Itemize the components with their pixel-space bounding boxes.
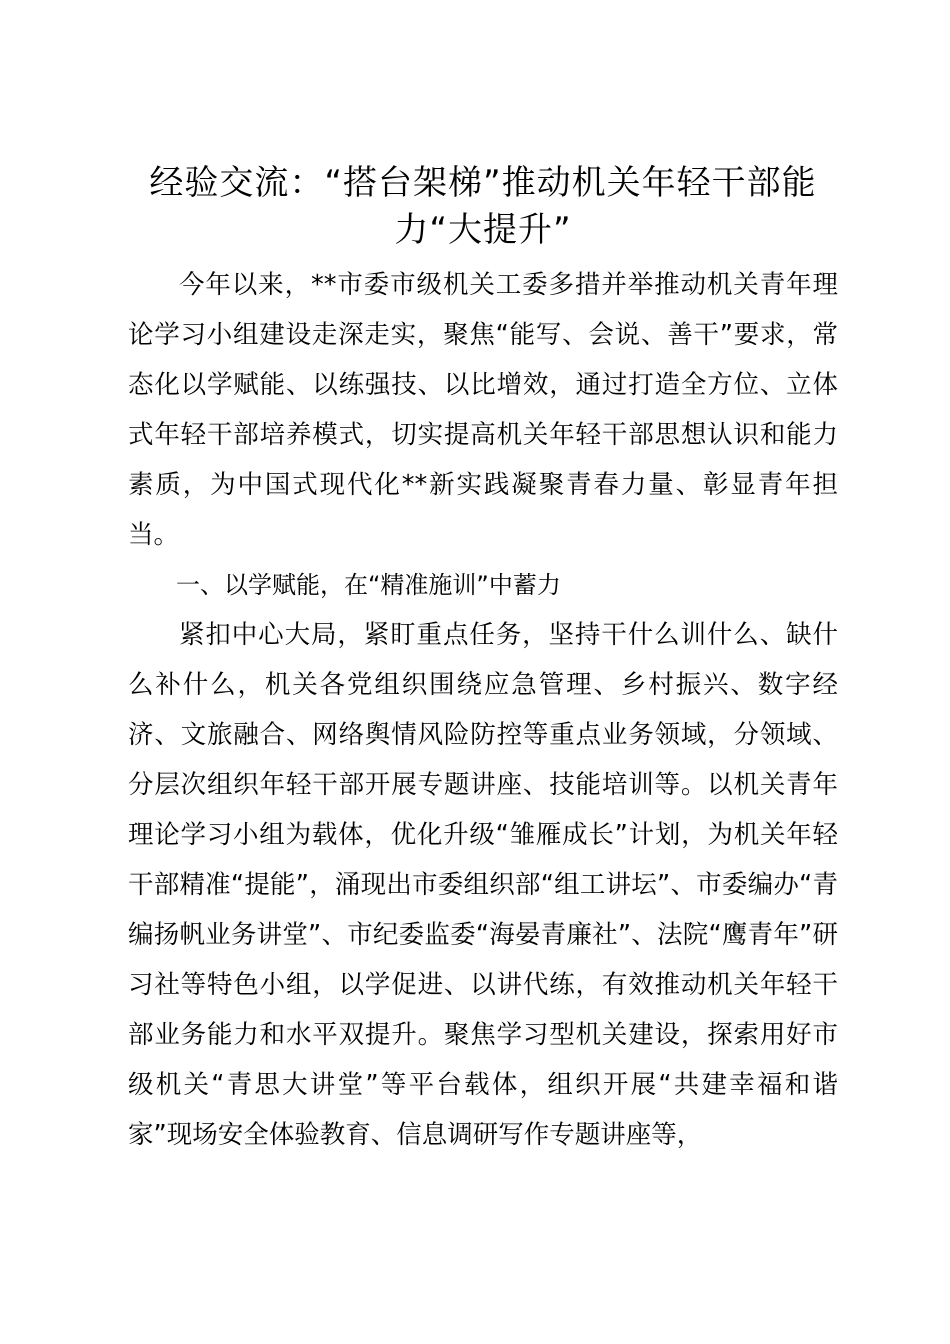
section-body-paragraph: 紧扣中心大局，紧盯重点任务，坚持干什么训什么、缺什么补什么，机关各党组织围绕应急管理、乡村振兴、数字经济、文旅融合、网络舆情风险防控等重点业务领域，分领域、分层次组织年轻干部开展专题讲座、技能培训等。以机关青年理论学习小组为载体，优化升级“雏雁成长”计划，为机关年轻干部精准“提能”，涌现出市委组织部“组工讲坛”、市委编办“青编扬帆业务讲堂”、市纪委监委“海晏青廉社”、法院“鹰青年”研习社等特色小组，以学促进、以讲代练，有效推动机关年轻干部业务能力和水平双提升。聚焦学习型机关建设，探索用好市级机关“青思大讲堂”等平台载体，组织开展“共建幸福和谐家”现场安全体验教育、信息调研写作专题讲座等， bbox=[128, 620, 838, 1150]
document-page bbox=[128, 160, 838, 1160]
intro-paragraph: 今年以来，**市委市级机关工委多措并举推动机关青年理论学习小组建设走深走实，聚焦“能写、会说、善干”要求，常态化以学赋能、以练强技、以比增效，通过打造全方位、立体式年轻干部培养模式，切实提高机关年轻干部思想认识和能力素质，为中国式现代化**新实践凝聚青春力量、彰显青年担当。 bbox=[128, 270, 838, 550]
document-title: 经验交流：“搭台架梯”推动机关年轻干部能力“大提升” bbox=[149, 163, 817, 250]
section-heading: 一、以学赋能，在“精准施训”中蓄力 bbox=[176, 571, 561, 599]
